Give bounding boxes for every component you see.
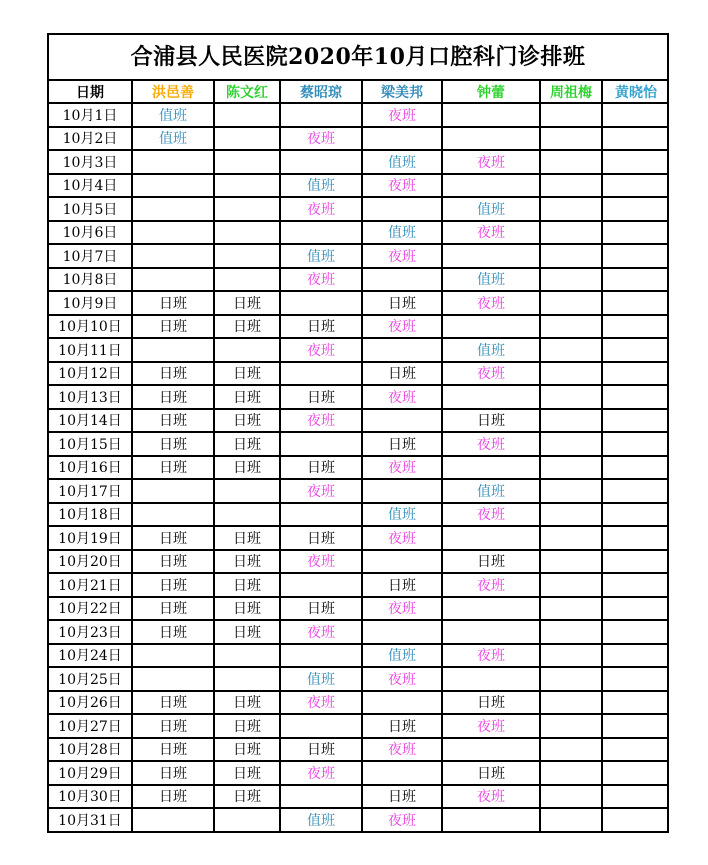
shift-cell [214,244,280,268]
shift-cell [362,268,442,292]
shift-cell: 夜班 [442,785,540,809]
shift-cell [442,244,540,268]
shift-cell: 日班 [132,597,214,621]
table-row [49,808,669,832]
shift-cell [362,127,442,151]
shift-cell: 夜班 [280,550,362,574]
shift-cell: 日班 [214,526,280,550]
shift-cell: 夜班 [442,714,540,738]
shift-cell: 日班 [362,714,442,738]
shift-cell [602,667,669,691]
shift-cell: 值班 [280,667,362,691]
shift-cell: 值班 [362,503,442,527]
shift-cell: 值班 [280,244,362,268]
shift-cell [442,526,540,550]
shift-cell [602,526,669,550]
shift-cell: 日班 [442,691,540,715]
date-cell: 10月9日 [49,291,132,315]
date-cell: 10月26日 [49,691,132,715]
table-row [49,667,669,691]
shift-cell: 日班 [362,573,442,597]
shift-cell: 夜班 [362,456,442,480]
shift-cell: 日班 [214,385,280,409]
shift-cell [540,197,602,221]
header-doctor: 梁美邦 [362,81,442,103]
date-cell: 10月11日 [49,338,132,362]
shift-cell [540,127,602,151]
date-cell: 10月7日 [49,244,132,268]
shift-cell: 日班 [214,761,280,785]
shift-cell: 值班 [442,479,540,503]
table-row [49,432,669,456]
date-cell: 10月2日 [49,127,132,151]
shift-cell [602,808,669,832]
shift-cell [362,338,442,362]
shift-cell [540,644,602,668]
shift-cell [602,432,669,456]
shift-cell [540,268,602,292]
table-row [49,103,669,127]
shift-cell [602,714,669,738]
date-cell: 10月27日 [49,714,132,738]
shift-cell [602,620,669,644]
date-cell: 10月30日 [49,785,132,809]
shift-cell: 夜班 [442,362,540,386]
table-row [49,268,669,292]
shift-cell [602,385,669,409]
shift-cell: 日班 [362,291,442,315]
shift-cell [132,150,214,174]
shift-cell [540,597,602,621]
shift-cell: 夜班 [442,573,540,597]
shift-cell [540,479,602,503]
shift-cell: 夜班 [280,479,362,503]
schedule-body [49,103,669,832]
shift-cell: 日班 [214,597,280,621]
schedule-sheet [47,33,669,833]
shift-cell: 夜班 [362,174,442,198]
shift-cell: 值班 [280,808,362,832]
shift-cell [362,691,442,715]
shift-cell: 值班 [362,644,442,668]
date-cell: 10月25日 [49,667,132,691]
shift-cell: 日班 [132,550,214,574]
sheet-title: 合浦县人民医院2020年10月口腔科门诊排班 [49,35,667,81]
shift-cell [132,338,214,362]
shift-cell [602,597,669,621]
shift-cell: 值班 [362,221,442,245]
table-row [49,620,669,644]
shift-cell: 夜班 [280,338,362,362]
shift-cell [280,503,362,527]
shift-cell [602,244,669,268]
shift-cell [602,409,669,433]
shift-cell: 日班 [280,315,362,339]
shift-cell [214,221,280,245]
shift-cell [442,127,540,151]
shift-cell: 日班 [280,526,362,550]
shift-cell [540,362,602,386]
shift-cell: 夜班 [362,738,442,762]
shift-cell [214,479,280,503]
date-cell: 10月5日 [49,197,132,221]
shift-cell: 日班 [132,362,214,386]
shift-cell [540,150,602,174]
shift-cell [132,644,214,668]
header-date: 日期 [49,81,132,103]
shift-cell [602,315,669,339]
shift-cell [362,620,442,644]
table-row [49,644,669,668]
table-row [49,526,669,550]
shift-cell [540,432,602,456]
shift-cell: 值班 [280,174,362,198]
shift-cell [442,808,540,832]
shift-cell [442,174,540,198]
shift-cell [602,127,669,151]
shift-cell [214,268,280,292]
shift-cell [540,761,602,785]
table-row [49,150,669,174]
shift-cell [132,221,214,245]
shift-cell [132,244,214,268]
shift-cell [540,691,602,715]
header-doctor: 黄晓怡 [602,81,669,103]
shift-cell [362,761,442,785]
shift-cell: 日班 [132,620,214,644]
date-cell: 10月16日 [49,456,132,480]
shift-cell: 日班 [280,597,362,621]
shift-cell: 日班 [214,362,280,386]
shift-cell [442,385,540,409]
shift-cell: 日班 [442,409,540,433]
shift-cell: 日班 [362,432,442,456]
shift-cell [214,127,280,151]
shift-cell [442,456,540,480]
shift-cell: 日班 [214,315,280,339]
shift-cell [602,268,669,292]
shift-cell: 日班 [214,456,280,480]
table-row [49,738,669,762]
shift-cell: 夜班 [362,808,442,832]
shift-cell [602,103,669,127]
shift-cell [540,667,602,691]
date-cell: 10月29日 [49,761,132,785]
shift-cell: 日班 [280,456,362,480]
shift-cell: 夜班 [442,150,540,174]
shift-cell [602,785,669,809]
shift-cell [362,197,442,221]
shift-cell: 夜班 [280,409,362,433]
shift-cell: 夜班 [280,691,362,715]
shift-cell [132,197,214,221]
shift-cell: 日班 [132,714,214,738]
shift-cell [214,503,280,527]
table-row [49,691,669,715]
table-row [49,785,669,809]
shift-cell: 夜班 [280,197,362,221]
header-doctor: 洪邑善 [132,81,214,103]
shift-cell [540,714,602,738]
table-row [49,221,669,245]
shift-cell [132,479,214,503]
shift-cell [362,550,442,574]
shift-cell [280,103,362,127]
shift-cell: 夜班 [442,503,540,527]
table-row [49,244,669,268]
shift-cell [132,503,214,527]
table-row [49,761,669,785]
shift-cell: 值班 [132,103,214,127]
date-cell: 10月24日 [49,644,132,668]
shift-cell: 日班 [132,315,214,339]
shift-cell: 日班 [214,785,280,809]
shift-cell: 日班 [214,550,280,574]
shift-cell: 夜班 [362,667,442,691]
shift-cell: 夜班 [362,526,442,550]
shift-cell: 值班 [362,150,442,174]
date-cell: 10月15日 [49,432,132,456]
shift-cell [214,197,280,221]
table-row [49,550,669,574]
header-doctor: 周祖梅 [540,81,602,103]
shift-cell: 日班 [442,761,540,785]
shift-cell [540,456,602,480]
shift-cell [280,221,362,245]
shift-cell [280,362,362,386]
shift-cell: 值班 [442,338,540,362]
shift-cell: 夜班 [362,385,442,409]
shift-cell [442,738,540,762]
shift-cell [602,362,669,386]
shift-cell [602,174,669,198]
date-cell: 10月17日 [49,479,132,503]
date-cell: 10月21日 [49,573,132,597]
shift-cell: 日班 [132,691,214,715]
shift-cell: 日班 [214,291,280,315]
table-row [49,573,669,597]
shift-cell [280,573,362,597]
shift-cell [602,197,669,221]
table-row [49,197,669,221]
shift-cell: 夜班 [442,291,540,315]
shift-cell [442,597,540,621]
date-cell: 10月20日 [49,550,132,574]
shift-cell [540,808,602,832]
shift-cell: 夜班 [442,432,540,456]
shift-cell: 值班 [442,268,540,292]
shift-cell [602,691,669,715]
shift-cell: 日班 [132,409,214,433]
shift-cell [540,620,602,644]
shift-cell [132,667,214,691]
date-cell: 10月12日 [49,362,132,386]
shift-cell [602,456,669,480]
shift-cell [540,338,602,362]
shift-cell [214,338,280,362]
shift-cell: 日班 [132,738,214,762]
shift-cell [540,550,602,574]
shift-cell: 日班 [214,714,280,738]
shift-cell: 日班 [214,409,280,433]
shift-cell: 日班 [132,573,214,597]
date-cell: 10月8日 [49,268,132,292]
shift-cell [602,503,669,527]
shift-cell [602,338,669,362]
date-cell: 10月18日 [49,503,132,527]
shift-cell: 夜班 [280,761,362,785]
shift-cell [362,409,442,433]
shift-cell [602,738,669,762]
shift-cell: 日班 [214,738,280,762]
shift-cell: 日班 [132,432,214,456]
table-row [49,291,669,315]
shift-cell [214,644,280,668]
shift-cell: 日班 [362,785,442,809]
shift-cell: 日班 [132,456,214,480]
date-cell: 10月31日 [49,808,132,832]
shift-cell [540,221,602,245]
table-row [49,714,669,738]
shift-cell [280,714,362,738]
shift-cell [214,103,280,127]
date-cell: 10月1日 [49,103,132,127]
table-row [49,479,669,503]
table-row [49,315,669,339]
shift-cell [214,808,280,832]
date-cell: 10月28日 [49,738,132,762]
shift-cell: 日班 [214,432,280,456]
shift-cell [602,479,669,503]
header-doctor: 钟蕾 [442,81,540,103]
shift-cell [602,573,669,597]
shift-cell [280,785,362,809]
shift-cell [540,291,602,315]
header-doctor: 蔡昭琼 [280,81,362,103]
shift-cell [442,315,540,339]
date-cell: 10月23日 [49,620,132,644]
header-row [49,81,669,103]
shift-cell [132,174,214,198]
shift-cell [132,808,214,832]
shift-cell: 日班 [132,526,214,550]
date-cell: 10月6日 [49,221,132,245]
shift-cell: 夜班 [442,644,540,668]
shift-cell: 夜班 [280,620,362,644]
shift-cell [280,432,362,456]
shift-cell [602,291,669,315]
shift-cell: 值班 [132,127,214,151]
schedule-table [49,81,669,833]
date-cell: 10月3日 [49,150,132,174]
shift-cell: 夜班 [362,315,442,339]
shift-cell [280,644,362,668]
shift-cell: 日班 [132,291,214,315]
table-row [49,385,669,409]
shift-cell [540,785,602,809]
shift-cell [442,103,540,127]
table-row [49,503,669,527]
shift-cell: 日班 [132,761,214,785]
date-cell: 10月10日 [49,315,132,339]
shift-cell: 日班 [214,573,280,597]
table-row [49,174,669,198]
date-cell: 10月14日 [49,409,132,433]
date-cell: 10月4日 [49,174,132,198]
shift-cell: 日班 [132,385,214,409]
shift-cell: 夜班 [362,597,442,621]
date-cell: 10月13日 [49,385,132,409]
header-doctor: 陈文红 [214,81,280,103]
shift-cell [602,221,669,245]
shift-cell [540,503,602,527]
shift-cell: 夜班 [442,221,540,245]
shift-cell [442,667,540,691]
shift-cell [540,526,602,550]
table-row [49,338,669,362]
shift-cell [442,620,540,644]
shift-cell [602,644,669,668]
table-row [49,127,669,151]
shift-cell [280,150,362,174]
shift-cell: 日班 [132,785,214,809]
table-row [49,362,669,386]
shift-cell: 日班 [442,550,540,574]
shift-cell [540,738,602,762]
shift-cell [602,150,669,174]
shift-cell [540,244,602,268]
shift-cell [214,667,280,691]
shift-cell: 日班 [280,385,362,409]
shift-cell: 日班 [362,362,442,386]
date-cell: 10月22日 [49,597,132,621]
shift-cell [540,103,602,127]
shift-cell [540,315,602,339]
shift-cell [540,409,602,433]
shift-cell: 值班 [442,197,540,221]
date-cell: 10月19日 [49,526,132,550]
shift-cell: 夜班 [280,127,362,151]
shift-cell [540,385,602,409]
shift-cell: 夜班 [362,103,442,127]
shift-cell: 日班 [280,738,362,762]
shift-cell [540,573,602,597]
shift-cell [132,268,214,292]
shift-cell: 日班 [214,620,280,644]
table-row [49,597,669,621]
shift-cell [214,174,280,198]
shift-cell [214,150,280,174]
shift-cell [602,761,669,785]
table-row [49,456,669,480]
shift-cell [602,550,669,574]
shift-cell [280,291,362,315]
shift-cell: 夜班 [362,244,442,268]
shift-cell: 夜班 [280,268,362,292]
shift-cell [540,174,602,198]
shift-cell [362,479,442,503]
table-row [49,409,669,433]
shift-cell: 日班 [214,691,280,715]
